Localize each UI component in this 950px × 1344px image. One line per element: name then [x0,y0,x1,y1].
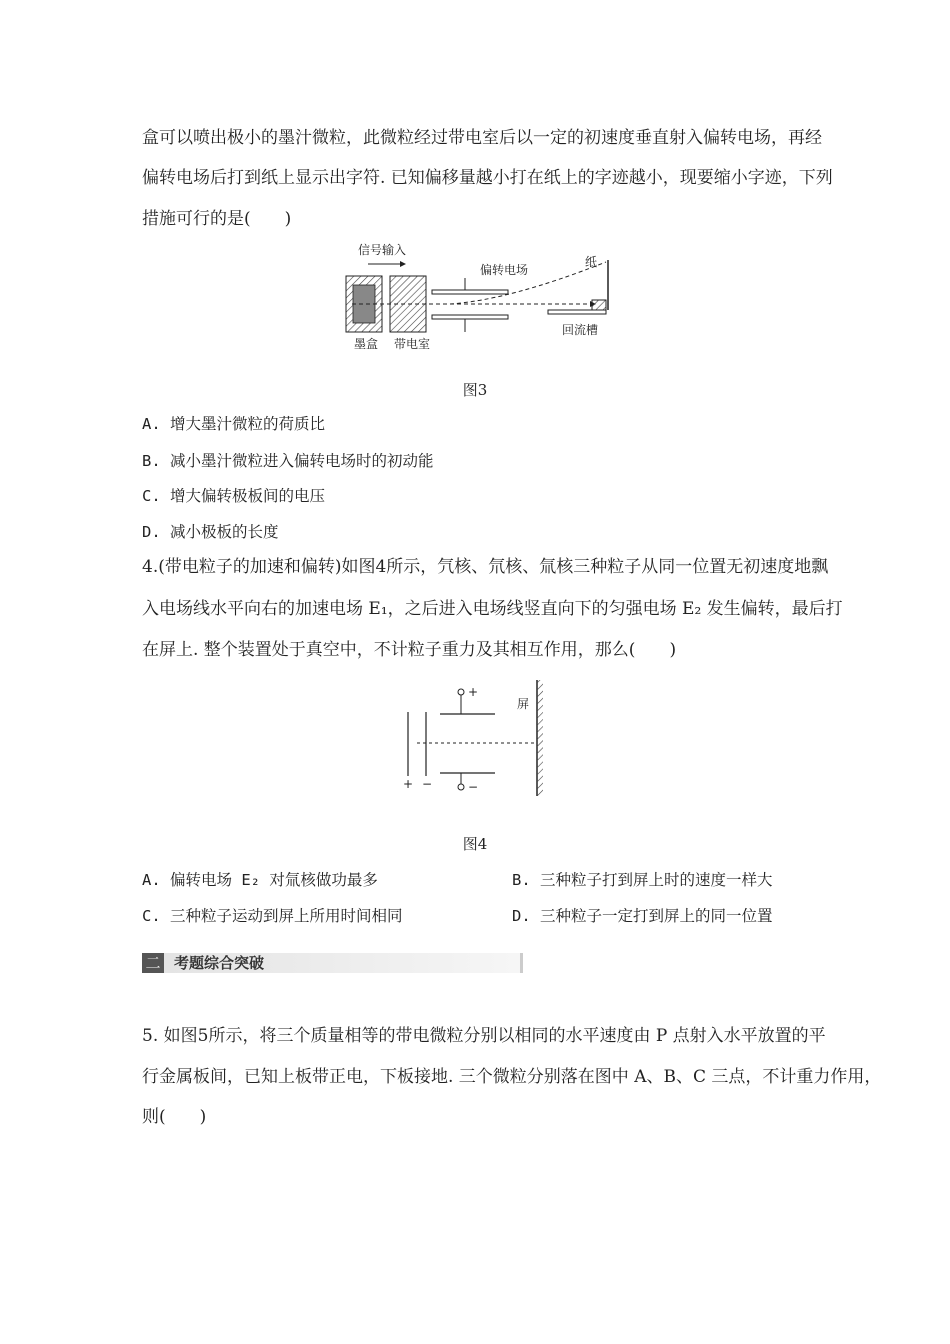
figure-4-diagram [395,676,555,800]
section-title: 考题综合突破 [174,954,265,972]
paper-label: 纸 [585,255,598,269]
q3-text-line-1: 盒可以喷出极小的墨汁微粒，此微粒经过带电室后以一定的初速度垂直射入偏转电场，再经 [142,128,822,148]
upper-plus-label: + [468,685,479,699]
q3-option-c[interactable]: C. 增大偏转极板间的电压 [142,487,325,505]
lower-plate [432,315,508,319]
q4-option-a[interactable]: A. 偏转电场 E₂ 对氚核做功最多 [142,871,378,889]
q3-option-b[interactable]: B. 减小墨汁微粒进入偏转电场时的初动能 [142,452,434,470]
section-number: 二 [142,953,164,973]
q4-text-line-2: 入电场线水平向右的加速电场 E₁，之后进入电场线竖直向下的匀强电场 E₂ 发生偏转，最后打 [142,599,843,619]
gutter-label: 回流槽 [562,323,599,337]
section-header [142,950,520,976]
q4-text-line-3: 在屏上. 整个装置处于真空中，不计粒子重力及其相互作用，那么( ) [142,640,677,660]
q5-text-line-3: 则( ) [142,1107,207,1127]
upper-plate [432,290,508,294]
figure-3-diagram [340,240,630,360]
left-plus-label: + [403,777,414,791]
lower-minus-label: − [468,780,479,794]
gutter-tray [548,310,606,314]
lower-terminal [458,784,464,790]
charge-room-label: 带电室 [394,337,431,351]
screen-label: 屏 [517,697,530,711]
upper-terminal [458,689,464,695]
figure-3-caption: 图3 [462,381,488,399]
return-gutter [592,300,606,310]
q3-option-d[interactable]: D. 减小极板的长度 [142,523,279,541]
signal-input-label: 信号输入 [358,243,407,257]
q3-option-a[interactable]: A. 增大墨汁微粒的荷质比 [142,415,325,433]
q5-text-line-2: 行金属板间，已知上板带正电，下板接地. 三个微粒分别落在图中 A、B、C 三点，不计重力作用， [142,1067,882,1087]
q3-text-line-2: 偏转电场后打到纸上显示出字符. 已知偏移量越小打在纸上的字迹越小，现要缩小字迹，下列 [142,168,833,188]
screen-hatch [537,680,543,796]
left-minus-label: − [422,777,433,791]
q4-option-c[interactable]: C. 三种粒子运动到屏上所用时间相同 [142,907,403,925]
ink-box-label: 墨盒 [354,337,379,351]
signal-arrowhead [400,261,406,267]
deflection-field-label: 偏转电场 [480,263,529,277]
q4-option-b[interactable]: B. 三种粒子打到屏上时的速度一样大 [512,871,773,889]
q5-text-line-1: 5. 如图5所示，将三个质量相等的带电微粒分别以相同的水平速度由 P 点射入水平放置的平 [142,1026,826,1046]
figure-4-caption: 图4 [462,835,488,853]
ink-box-core [353,285,375,323]
q3-text-line-3: 措施可行的是( ) [142,209,292,229]
q4-text-line-1: 4.(带电粒子的加速和偏转)如图4所示，氕核、氘核、氚核三种粒子从同一位置无初速度地飘 [142,557,829,577]
q4-option-d[interactable]: D. 三种粒子一定打到屏上的同一位置 [512,907,773,925]
